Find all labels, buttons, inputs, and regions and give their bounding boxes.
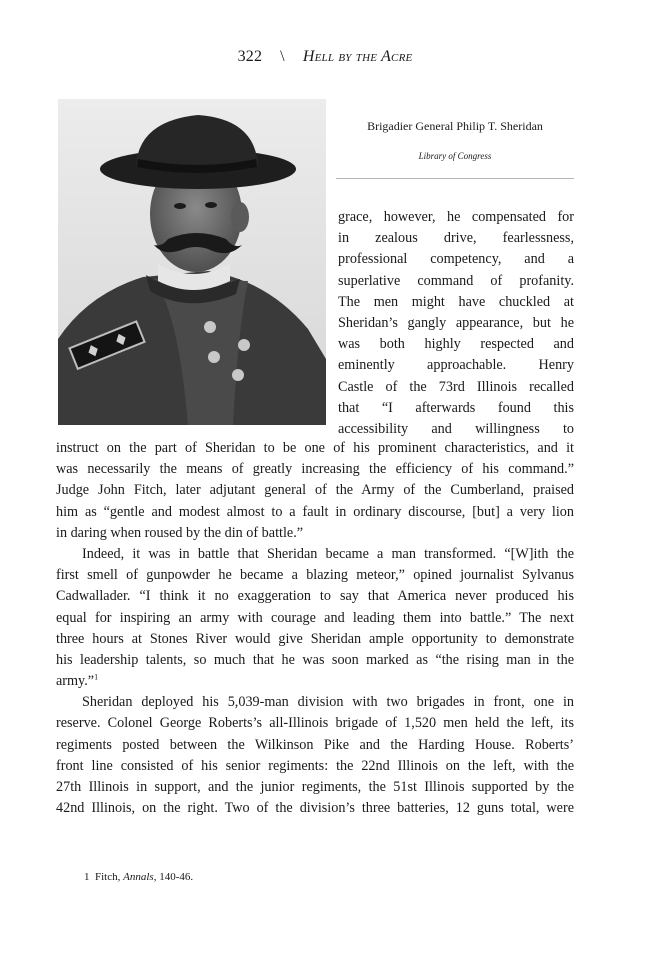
text-line: three hours at Stones River would give Sheridan ample opportunity to demonstrate	[56, 630, 574, 647]
text-line: Indeed, it was in battle that Sheridan became a man transformed. “[W]ith the	[82, 545, 574, 562]
portrait-photo	[58, 99, 326, 425]
book-title: Hell by the Acre	[302, 48, 413, 65]
text-line: instruct on the part of Sheridan to be one of his prominent characteristics, and it	[56, 440, 574, 456]
text-line: superlative command of profanity.	[338, 272, 574, 289]
text-line: equal for inspiring an army with courage and leading them into battle.” The next	[56, 609, 574, 626]
text-line: in zealous drive, fearlessness,	[338, 230, 574, 247]
header-separator: \	[280, 48, 285, 65]
footnote	[84, 871, 193, 883]
text-line: accessibility and willingness to	[338, 420, 574, 437]
portrait-illustration	[58, 99, 326, 425]
text-line: eminently approachable. Henry	[338, 357, 574, 374]
footnote-marker: 1	[94, 672, 99, 682]
text-line: his leadership talents, so much that he was soon marked as “the rising man in the	[56, 651, 574, 668]
text-line: Sheridan deployed his 5,039-man division with two brigades in front, one in	[82, 694, 574, 711]
text-line: The men might have chuckled at	[338, 293, 574, 310]
text-line: was both highly respected and	[338, 336, 574, 353]
running-header	[0, 48, 650, 66]
footnote-author: Fitch,	[95, 871, 121, 883]
text-line: Castle of the 73rd Illinois recalled	[338, 378, 574, 395]
footnote-number: 1	[84, 871, 90, 883]
text-line: 42nd Illinois, on the right. Two of the division’s three batteries, 12 guns total, were	[56, 800, 574, 817]
text-line: Sheridan’s gangly appearance, but he	[338, 314, 574, 331]
wrapped-text-column	[338, 207, 574, 440]
text-line: reserve. Colonel George Roberts’s all-Illinois brigade of 1,520 men held the left, its	[56, 715, 574, 732]
text-line: Cadwallader. “I think it no exaggeration to say that America never produced his	[56, 588, 574, 605]
text-line: was necessarily the means of greatly increasing the efficiency of his command.”	[56, 461, 574, 478]
text-line: regiments posted between the Wilkinson Pike and the Harding House. Roberts’	[56, 736, 574, 753]
text-line: him as “gentle and modest almost to a fault in ordinary discourse, [but] a very lion	[56, 503, 574, 520]
caption-divider	[336, 178, 574, 179]
text-line: in daring when roused by the din of battle.”	[56, 524, 304, 541]
text-line: army.”	[56, 673, 95, 690]
text-line: that “I afterwards found this	[338, 399, 574, 416]
text-line: front line consisted of his senior regiments: the 22nd Illinois on the left, with the	[56, 757, 574, 774]
footnote-pages: , 140-46.	[153, 871, 194, 883]
text-line: 27th Illinois in support, and the junior regiments, the 51st Illinois supported by the	[56, 779, 574, 795]
body-text	[56, 438, 574, 819]
text-line: professional competency, and a	[338, 251, 574, 268]
footnote-work: Annals	[123, 871, 154, 883]
figure-caption: Brigadier General Philip T. Sheridan	[367, 119, 543, 133]
text-line: grace, however, he compensated for	[338, 209, 574, 225]
text-line: first smell of gunpowder he became a blazing meteor,” opined journalist Sylvanus	[56, 567, 574, 584]
figure-credit: Library of Congress	[418, 151, 492, 161]
text-line-with-footnote	[56, 671, 574, 692]
page-number: 322	[237, 48, 263, 65]
text-line: Judge John Fitch, later adjutant general of the Army of the Cumberland, praised	[56, 482, 574, 499]
